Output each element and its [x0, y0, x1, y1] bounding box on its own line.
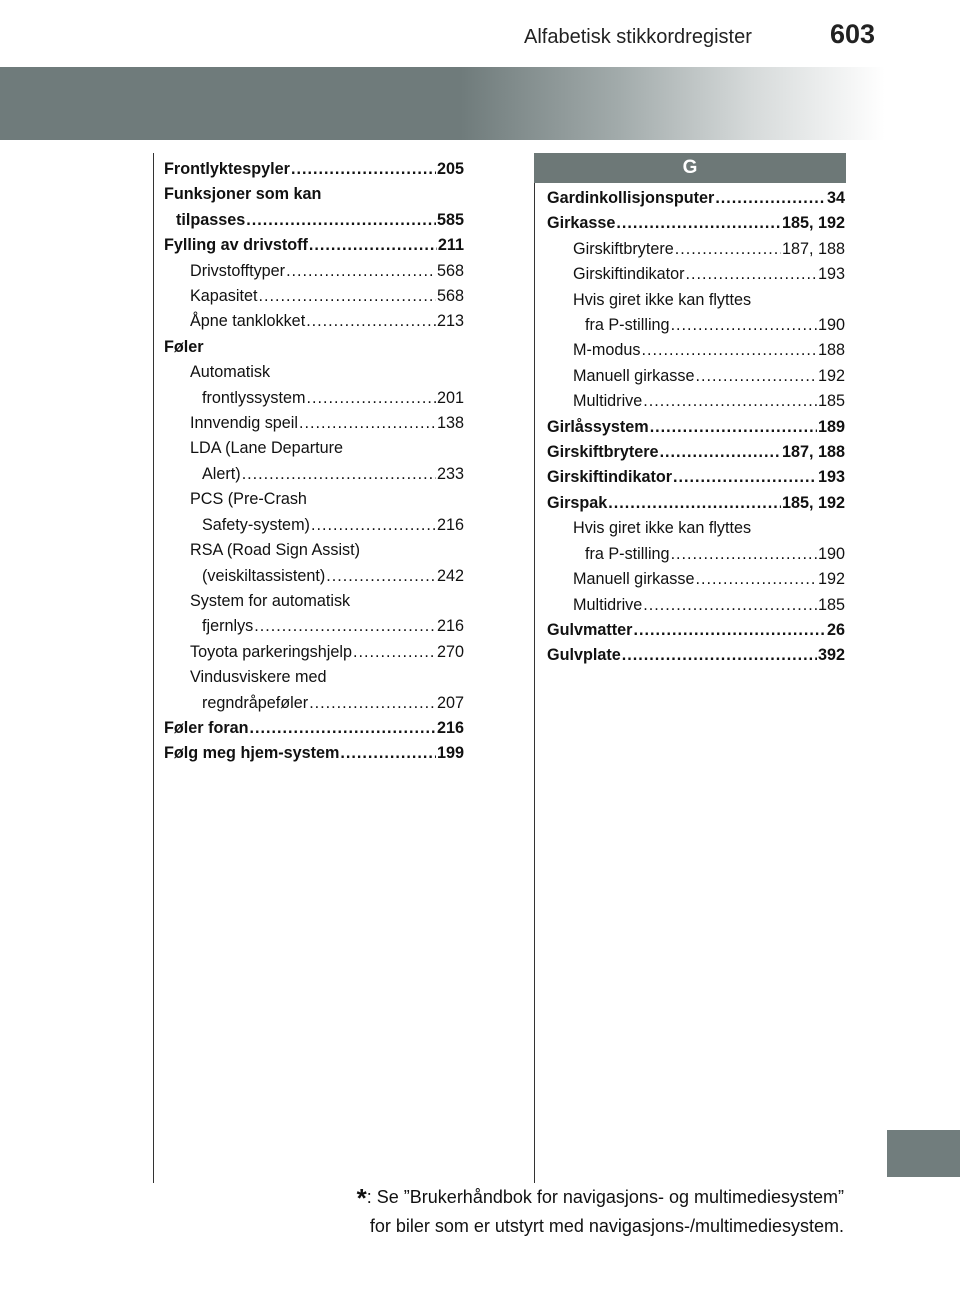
dot-leader: [353, 640, 436, 665]
index-entry: [164, 411, 464, 436]
dot-leader: [254, 614, 436, 639]
index-entry: [547, 338, 845, 363]
page-ref: 190: [817, 544, 845, 563]
index-entry: [164, 284, 464, 309]
page-ref: 199: [436, 744, 464, 763]
page-ref: 187, 188: [781, 239, 845, 258]
index-column-left: [164, 157, 464, 767]
entry-term: tilpasses: [176, 210, 246, 229]
entry-term: frontlyssystem: [202, 388, 306, 407]
entry-term: M-modus: [573, 341, 641, 360]
index-entry: [164, 640, 464, 665]
index-heading: LDA (Lane Departure: [190, 439, 343, 458]
index-heading: PCS (Pre-Crash: [190, 490, 307, 509]
entry-term: Girspak: [547, 493, 608, 512]
page-ref: 233: [436, 464, 464, 483]
index-heading: System for automatisk: [190, 591, 351, 610]
entry-term: Multidrive: [573, 392, 643, 411]
index-entry: [164, 386, 464, 411]
footnote-line-1: *: Se ”Brukerhåndbok for navigasjons- og multimediesystem”: [356, 1183, 844, 1213]
dot-leader: [286, 259, 436, 284]
entry-term: Girskiftindikator: [547, 468, 673, 487]
dot-leader: [686, 262, 817, 287]
dot-leader: [695, 567, 817, 592]
index-column-right: [547, 186, 845, 669]
entry-term: fra P-stilling: [585, 316, 670, 335]
section-header-g: G: [534, 153, 846, 183]
index-entry: [547, 567, 845, 592]
index-heading: Automatisk: [190, 363, 271, 382]
entry-term: Girskiftbrytere: [573, 239, 674, 258]
dot-leader: [660, 440, 781, 465]
column-divider-right: [534, 153, 535, 1183]
entry-term: Manuell girkasse: [573, 570, 695, 589]
dot-leader: [608, 491, 781, 516]
page-ref: 185: [817, 595, 845, 614]
page-ref: 568: [436, 287, 464, 306]
index-heading: Vindusviskere med: [190, 668, 327, 687]
index-entry: [547, 211, 845, 236]
index-entry: [547, 465, 845, 490]
page-title: Alfabetisk stikkordregister: [524, 26, 752, 48]
entry-term: Føler foran: [164, 718, 249, 737]
index-heading: Funksjoner som kan: [164, 185, 322, 204]
dot-leader: [643, 593, 817, 618]
dot-leader: [340, 741, 436, 766]
dot-leader: [675, 237, 781, 262]
entry-term: Gardinkollisjonsputer: [547, 189, 715, 207]
entry-term: fra P-stilling: [585, 544, 670, 563]
entry-term: Åpne tanklokket: [190, 312, 306, 331]
dot-leader: [306, 386, 436, 411]
index-entry: [547, 237, 845, 262]
entry-term: (veiskiltassistent): [202, 566, 326, 585]
page-ref: 190: [817, 316, 845, 335]
entry-term: Girskiftindikator: [573, 265, 685, 284]
dot-leader: [616, 211, 781, 236]
dot-leader: [309, 691, 436, 716]
index-entry: [164, 462, 464, 487]
index-entry: [164, 564, 464, 589]
page-ref: 568: [436, 261, 464, 280]
dot-leader: [250, 716, 436, 741]
index-entry: [164, 309, 464, 334]
footnote: [272, 1183, 844, 1240]
entry-term: Multidrive: [573, 595, 643, 614]
dot-leader: [673, 465, 817, 490]
index-entry: [547, 415, 845, 440]
entry-term: Girskiftbrytere: [547, 443, 659, 462]
page-ref: 189: [817, 417, 845, 436]
index-entry: [547, 389, 845, 414]
entry-term: Gulvmatter: [547, 620, 633, 639]
index-entry: [164, 208, 464, 233]
page-ref: 205: [436, 160, 464, 178]
page-ref: 185: [817, 392, 845, 411]
page-number: 603: [830, 19, 876, 49]
index-entry: [547, 262, 845, 287]
entry-term: Girkasse: [547, 214, 616, 233]
dot-leader: [622, 643, 817, 668]
column-divider-left: [153, 153, 154, 1183]
dot-leader: [291, 157, 436, 182]
dot-leader: [715, 186, 826, 211]
page-ref: 193: [817, 468, 845, 487]
entry-term: Alert): [202, 464, 241, 483]
entry-term: Girlåssystem: [547, 417, 649, 436]
header-banner: [0, 67, 885, 140]
page-ref: 192: [817, 366, 845, 385]
dot-leader: [641, 338, 817, 363]
index-heading: Hvis giret ikke kan flyttes: [573, 519, 752, 538]
entry-term: Safety-system): [202, 515, 310, 534]
index-entry: [547, 593, 845, 618]
page-ref: 192: [817, 570, 845, 589]
dot-leader: [695, 364, 817, 389]
entry-term: Gulvplate: [547, 646, 621, 665]
page-ref: 188: [817, 341, 845, 360]
page-ref: 26: [826, 620, 845, 639]
page-ref: 193: [817, 265, 845, 284]
page-ref: 34: [826, 189, 845, 207]
entry-term: Følg meg hjem-system: [164, 744, 340, 763]
page-ref: 213: [436, 312, 464, 331]
page-ref: 138: [436, 414, 464, 433]
page-ref: 211: [437, 236, 464, 255]
index-heading: Føler: [164, 337, 204, 356]
index-entry: [547, 643, 845, 668]
index-entry: [164, 259, 464, 284]
index-entry: [547, 440, 845, 465]
page-ref: 585: [436, 210, 464, 229]
index-entry: [164, 513, 464, 538]
index-entry: [164, 614, 464, 639]
dot-leader: [242, 462, 436, 487]
index-heading: Hvis giret ikke kan flyttes: [573, 290, 752, 309]
entry-term: Innvendig speil: [190, 414, 298, 433]
dot-leader: [299, 411, 436, 436]
dot-leader: [633, 618, 826, 643]
dot-leader: [671, 542, 817, 567]
entry-term: Fylling av drivstoff: [164, 236, 308, 255]
page-ref: 185, 192: [781, 214, 845, 233]
page-ref: 216: [436, 617, 464, 636]
index-entry: [164, 233, 464, 258]
index-entry: [164, 741, 464, 766]
index-entry: [547, 186, 845, 211]
index-entry: [547, 313, 845, 338]
entry-term: Manuell girkasse: [573, 366, 695, 385]
entry-term: Toyota parkeringshjelp: [190, 642, 352, 661]
page-ref: 216: [436, 515, 464, 534]
dot-leader: [246, 208, 436, 233]
index-heading: RSA (Road Sign Assist): [190, 541, 361, 560]
page-ref: 201: [436, 388, 464, 407]
page-ref: 392: [817, 646, 845, 665]
page-ref: 185, 192: [781, 493, 845, 512]
index-entry: [547, 542, 845, 567]
entry-term: fjernlys: [202, 617, 254, 636]
dot-leader: [326, 564, 436, 589]
side-tab: [887, 1130, 960, 1177]
index-entry: [164, 691, 464, 716]
page-ref: 207: [436, 693, 464, 712]
dot-leader: [671, 313, 817, 338]
index-entry: [547, 364, 845, 389]
index-entry: [164, 716, 464, 741]
dot-leader: [650, 415, 817, 440]
dot-leader: [311, 513, 436, 538]
index-entry: [547, 618, 845, 643]
dot-leader: [306, 309, 436, 334]
entry-term: regndråpeføler: [202, 693, 309, 712]
dot-leader: [309, 233, 437, 258]
footnote-line-2: for biler som er utstyrt med navigasjons-/multimediesystem.: [369, 1216, 844, 1236]
page-ref: 242: [436, 566, 464, 585]
page-ref: 216: [436, 718, 464, 737]
entry-term: Drivstofftyper: [190, 261, 286, 280]
dot-leader: [259, 284, 436, 309]
page-ref: 187, 188: [781, 443, 845, 462]
dot-leader: [643, 389, 817, 414]
footnote-marker: *: [356, 1183, 367, 1213]
index-entry: [547, 491, 845, 516]
entry-term: Frontlyktespyler: [164, 160, 290, 178]
index-entry: [164, 157, 464, 182]
entry-term: Kapasitet: [190, 287, 258, 306]
page-ref: 270: [436, 642, 464, 661]
